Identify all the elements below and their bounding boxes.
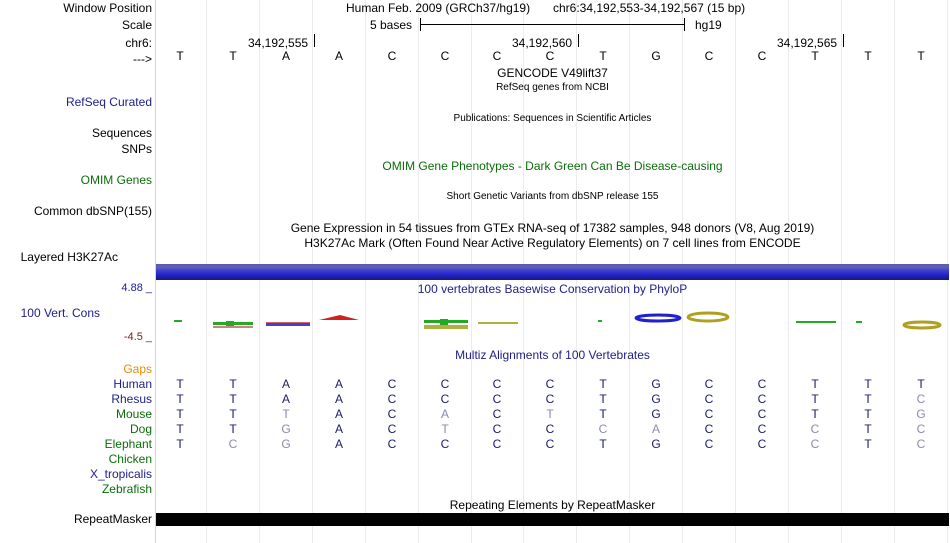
tick-mark xyxy=(843,34,844,47)
alignment-base: G xyxy=(651,377,661,391)
alignment-base: G xyxy=(281,422,291,436)
alignment-base: C xyxy=(440,377,450,391)
alignment-base: C xyxy=(810,422,820,436)
species-label[interactable]: Mouse xyxy=(115,407,152,421)
scale-bar xyxy=(420,24,684,25)
alignment-base: G xyxy=(281,437,291,451)
alignment-base: C xyxy=(757,422,767,436)
alignment-base: C xyxy=(704,377,714,391)
alignment-base: A xyxy=(334,437,343,451)
scale-text: 5 bases xyxy=(370,18,413,32)
gaps-label: Gaps xyxy=(123,362,152,376)
dbsnp-track-title[interactable]: Short Genetic Variants from dbSNP release 155 xyxy=(446,191,659,202)
sequence-base: C xyxy=(440,49,450,63)
sequence-base: C xyxy=(492,49,502,63)
alignment-base: G xyxy=(651,407,661,421)
position-label: chr6:34,192,553-34,192,567 (15 bp) xyxy=(553,1,746,15)
cons-max-label: 4.88 _ xyxy=(121,282,152,294)
species-label[interactable]: Zebrafish xyxy=(101,482,152,496)
alignment-base: C xyxy=(387,437,397,451)
alignment-base: T xyxy=(546,407,554,421)
alignment-base: C xyxy=(916,392,926,406)
refseq-track-label[interactable]: RefSeq Curated xyxy=(65,95,152,109)
alignment-base: C xyxy=(810,437,820,451)
alignment-base: A xyxy=(651,422,660,436)
sequences-track-label[interactable]: Sequences xyxy=(91,126,152,140)
alignment-base: C xyxy=(492,392,502,406)
alignment-base: T xyxy=(176,422,184,436)
conservation-logo[interactable] xyxy=(156,298,949,338)
alignment-base: C xyxy=(492,422,502,436)
sequence-base: T xyxy=(176,49,184,63)
alignment-base: C xyxy=(704,407,714,421)
cons-track-title[interactable]: 100 vertebrates Basewise Conservation by PhyloP xyxy=(417,282,688,296)
chr-label: chr6: xyxy=(125,36,152,50)
sequence-base: G xyxy=(651,49,661,63)
scale-bar-left-cap xyxy=(420,18,421,31)
species-label[interactable]: Rhesus xyxy=(111,392,152,406)
alignment-base: C xyxy=(492,437,502,451)
alignment-base: A xyxy=(334,377,343,391)
alignment-base: T xyxy=(282,407,290,421)
alignment-base: C xyxy=(757,377,767,391)
sequence-base: T xyxy=(864,49,872,63)
alignment-base: A xyxy=(440,407,449,421)
species-label[interactable]: Human xyxy=(113,377,152,391)
sequence-base: C xyxy=(704,49,714,63)
alignment-base: G xyxy=(916,407,926,421)
gtex-track-title[interactable]: Gene Expression in 54 tissues from GTEx RNA-seq of 17382 samples, 948 donors (V8, Aug 2019) xyxy=(290,221,815,235)
gencode-track-title[interactable]: GENCODE V49lift37 xyxy=(497,66,608,80)
alignment-base: T xyxy=(229,422,237,436)
alignment-base: C xyxy=(492,377,502,391)
sequence-base: C xyxy=(757,49,767,63)
alignment-base: C xyxy=(492,407,502,421)
sequence-base: C xyxy=(545,49,555,63)
alignment-base: A xyxy=(334,392,343,406)
cons-track-label[interactable]: 100 Vert. Cons xyxy=(20,306,100,320)
alignment-base: A xyxy=(334,422,343,436)
alignment-base: A xyxy=(281,392,290,406)
alignment-base: T xyxy=(599,437,607,451)
alignment-base: T xyxy=(811,407,819,421)
alignment-base: T xyxy=(864,437,872,451)
species-label[interactable]: Chicken xyxy=(108,452,152,466)
alignment-base: T xyxy=(599,407,607,421)
tick-label: 34,192,555 xyxy=(248,36,309,50)
alignment-base: G xyxy=(651,392,661,406)
alignment-base: A xyxy=(334,407,343,421)
alignment-base: C xyxy=(545,392,555,406)
alignment-base: T xyxy=(176,377,184,391)
alignment-base: C xyxy=(704,422,714,436)
repeatmasker-block[interactable] xyxy=(156,513,949,526)
alignment-base: C xyxy=(916,422,926,436)
alignment-base: C xyxy=(387,422,397,436)
alignment-base: T xyxy=(811,377,819,391)
alignment-base: C xyxy=(704,437,714,451)
repeatmasker-track-label[interactable]: RepeatMasker xyxy=(73,512,152,526)
species-label[interactable]: Dog xyxy=(129,422,152,436)
alignment-base: C xyxy=(228,437,238,451)
alignment-base: C xyxy=(545,437,555,451)
h3k27-track-title[interactable]: H3K27Ac Mark (Often Found Near Active Regulatory Elements) on 7 cell lines from ENCODE xyxy=(304,236,801,250)
refseq-track-title[interactable]: RefSeq genes from NCBI xyxy=(496,82,609,93)
sequence-base: A xyxy=(281,49,290,63)
alignment-base: C xyxy=(387,392,397,406)
alignment-base: C xyxy=(440,392,450,406)
multiz-track-title[interactable]: Multiz Alignments of 100 Vertebrates xyxy=(455,348,650,362)
dbsnp-track-label[interactable]: Common dbSNP(155) xyxy=(33,204,152,218)
scale-label: Scale xyxy=(121,18,152,32)
alignment-base: C xyxy=(440,437,450,451)
alignment-base: C xyxy=(545,377,555,391)
snps-track-label[interactable]: SNPs xyxy=(121,142,152,156)
alignment-base: T xyxy=(229,407,237,421)
sequence-base: T xyxy=(599,49,607,63)
alignment-base: C xyxy=(545,422,555,436)
h3k27-track-label[interactable]: Layered H3K27Ac xyxy=(20,250,118,264)
scale-bar-right-cap xyxy=(684,18,685,31)
publications-track-title[interactable]: Publications: Sequences in Scientific Articles xyxy=(453,113,652,124)
species-label[interactable]: X_tropicalis xyxy=(89,467,152,481)
alignment-base: T xyxy=(176,407,184,421)
alignment-base: C xyxy=(757,392,767,406)
alignment-base: C xyxy=(387,407,397,421)
alignment-base: T xyxy=(599,392,607,406)
omim-track-title[interactable]: OMIM Gene Phenotypes - Dark Green Can Be Disease-causing xyxy=(382,159,723,173)
strand-toggle[interactable]: ---> xyxy=(133,52,152,66)
alignment-base: T xyxy=(229,377,237,391)
alignment-base: A xyxy=(281,377,290,391)
tick-label: 34,192,565 xyxy=(777,36,838,50)
alignment-base: T xyxy=(811,392,819,406)
cons-min-label: -4.5 _ xyxy=(123,331,152,343)
sequence-base: T xyxy=(917,49,925,63)
alignment-base: C xyxy=(704,392,714,406)
alignment-base: T xyxy=(917,377,925,391)
alignment-base: T xyxy=(441,422,449,436)
alignment-base: C xyxy=(916,437,926,451)
species-label[interactable]: Elephant xyxy=(104,437,152,451)
sequence-base: C xyxy=(387,49,397,63)
tick-mark xyxy=(314,34,315,47)
alignment-base: T xyxy=(176,437,184,451)
sequence-base: T xyxy=(811,49,819,63)
alignment-base: T xyxy=(864,392,872,406)
alignment-base: T xyxy=(229,392,237,406)
alignment-base: C xyxy=(757,437,767,451)
sequence-base: A xyxy=(334,49,343,63)
window-position-label: Window Position xyxy=(63,1,152,15)
tick-mark xyxy=(578,34,579,47)
assembly-label: Human Feb. 2009 (GRCh37/hg19) xyxy=(346,1,531,15)
alignment-base: T xyxy=(864,422,872,436)
alignment-base: C xyxy=(598,422,608,436)
alignment-base: T xyxy=(599,377,607,391)
tick-label: 34,192,560 xyxy=(512,36,573,50)
omim-track-label[interactable]: OMIM Genes xyxy=(80,173,152,187)
repeatmasker-track-title[interactable]: Repeating Elements by RepeatMasker xyxy=(449,498,656,512)
alignment-base: T xyxy=(864,407,872,421)
alignment-base: C xyxy=(387,377,397,391)
alignment-base: G xyxy=(651,437,661,451)
sequence-base: T xyxy=(229,49,237,63)
alignment-base: C xyxy=(757,407,767,421)
scale-db: hg19 xyxy=(695,18,722,32)
alignment-base: T xyxy=(864,377,872,391)
alignment-base: T xyxy=(176,392,184,406)
h3k27-signal-band[interactable] xyxy=(156,264,949,280)
